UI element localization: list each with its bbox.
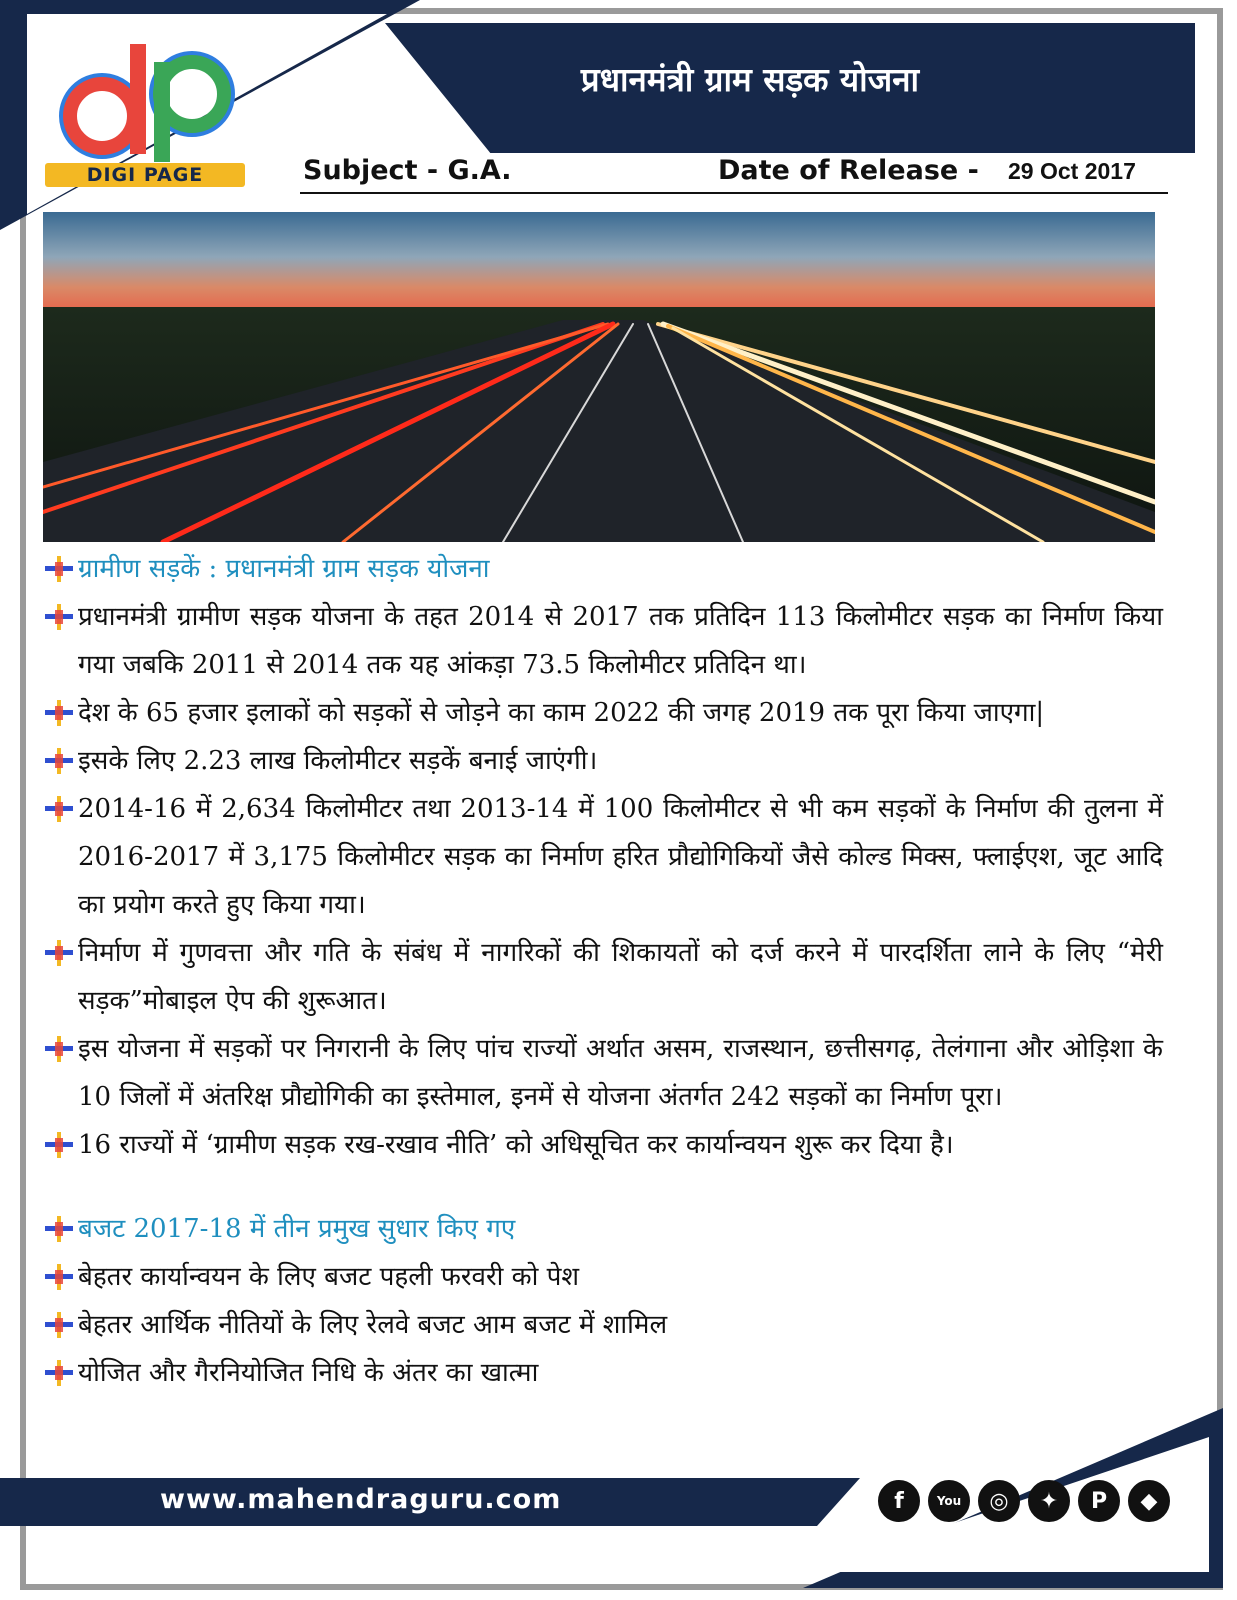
android-icon[interactable]: ◆: [1128, 1480, 1170, 1522]
release-label: Date of Release -: [718, 155, 979, 186]
release-date: 29 Oct 2017: [1008, 158, 1136, 184]
list-item-text: निर्माण में गुणवत्ता और गति के संबंध में नागरिकों की शिकायतों को दर्ज करने में पारदर्शिता लाने के लिए “मेरी सड़क”मोबाइल ऐप की शुरूआत।: [78, 938, 1163, 1016]
list-item-text: बजट 2017-18 में तीन प्रमुख सुधार किए गए: [78, 1214, 516, 1244]
list-item-text: प्रधानमंत्री ग्रामीण सड़क योजना के तहत 2014 से 2017 तक प्रतिदिन 113 किलोमीटर सड़क का निर्माण किया गया जबकि 2011 से 2014 तक यह आंकड़ा 73.5 किलोमीटर प्रतिदिन था।: [78, 602, 1163, 680]
list-item: [43, 689, 1163, 737]
social-icons: [878, 1480, 1170, 1522]
plus-bullet-icon: [43, 556, 75, 582]
list-item-text: 16 राज्यों में ‘ग्रामीण सड़क रख-रखाव नीति’ को अधिसूचित कर कार्यान्वयन शुरू कर दिया है।: [78, 1130, 954, 1160]
plus-bullet-icon: [43, 940, 75, 966]
section-heading: [43, 545, 1163, 593]
list-item: [43, 1025, 1163, 1121]
instagram-icon[interactable]: ◎: [978, 1480, 1020, 1522]
list-item: [43, 1349, 1163, 1397]
plus-bullet-icon: [43, 604, 75, 630]
page-title: प्रधानमंत्री ग्राम सड़क योजना: [580, 60, 920, 99]
youtube-icon[interactable]: You: [928, 1480, 970, 1522]
plus-bullet-icon: [43, 700, 75, 726]
list-item-text: योजित और गैरनियोजित निधि के अंतर का खात्मा: [78, 1358, 539, 1388]
header-rule: [300, 192, 1168, 194]
list-item: [43, 737, 1163, 785]
plus-bullet-icon: [43, 1132, 75, 1158]
plus-bullet-icon: [43, 1036, 75, 1062]
list-item: [43, 1121, 1163, 1169]
list-item-text: बेहतर आर्थिक नीतियों के लिए रेलवे बजट आम बजट में शामिल: [78, 1310, 668, 1340]
facebook-icon[interactable]: f: [878, 1480, 920, 1522]
section-heading: [43, 1205, 1163, 1253]
pinterest-icon[interactable]: P: [1078, 1480, 1120, 1522]
list-item: [43, 929, 1163, 1025]
list-item: [43, 593, 1163, 689]
list-item-text: देश के 65 हजार इलाकों को सड़कों से जोड़ने का काम 2022 की जगह 2019 तक पूरा किया जाएगा|: [78, 698, 1045, 728]
list-item: [43, 1253, 1163, 1301]
list-item-text: ग्रामीण सड़कें : प्रधानमंत्री ग्राम सड़क योजना: [78, 554, 490, 584]
list-item-text: बेहतर कार्यान्वयन के लिए बजट पहली फरवरी को पेश: [78, 1262, 580, 1292]
subject-label: Subject - G.A.: [303, 155, 512, 186]
list-item: [43, 1301, 1163, 1349]
plus-bullet-icon: [43, 1312, 75, 1338]
dp-logo: [42, 34, 247, 184]
plus-bullet-icon: [43, 748, 75, 774]
highway-light-trails-image: [43, 212, 1155, 542]
plus-bullet-icon: [43, 1216, 75, 1242]
plus-bullet-icon: [43, 1360, 75, 1386]
plus-bullet-icon: [43, 796, 75, 822]
content-list: [43, 545, 1163, 1397]
list-item-text: इसके लिए 2.23 लाख किलोमीटर सड़कें बनाई जाएंगी।: [78, 746, 598, 776]
list-item-text: 2014-16 में 2,634 किलोमीटर तथा 2013-14 में 100 किलोमीटर से भी कम सड़कों के निर्माण की तुलना में 2016-2017 में 3,175 किलोमीटर सड़क का निर्माण हरित प्रौद्योगिकियों जैसे कोल्ड मिक्स, फ्लाईएश, जूट आदि का प्रयोग करते हुए किया गया।: [78, 794, 1163, 920]
list-item: [43, 785, 1163, 929]
website-link[interactable]: www.mahendraguru.com: [160, 1484, 562, 1515]
plus-bullet-icon: [43, 1264, 75, 1290]
logo-badge: DIGI PAGE: [45, 163, 245, 187]
twitter-icon[interactable]: ✦: [1028, 1480, 1070, 1522]
list-item-text: इस योजना में सड़कों पर निगरानी के लिए पांच राज्यों अर्थात असम, राजस्थान, छत्तीसगढ़, तेलंगाना और ओड़िशा के 10 जिलों में अंतरिक्ष प्रौद्योगिकी का इस्तेमाल, इनमें से योजना अंतर्गत 242 सड़कों का निर्माण पूरा।: [78, 1034, 1163, 1112]
